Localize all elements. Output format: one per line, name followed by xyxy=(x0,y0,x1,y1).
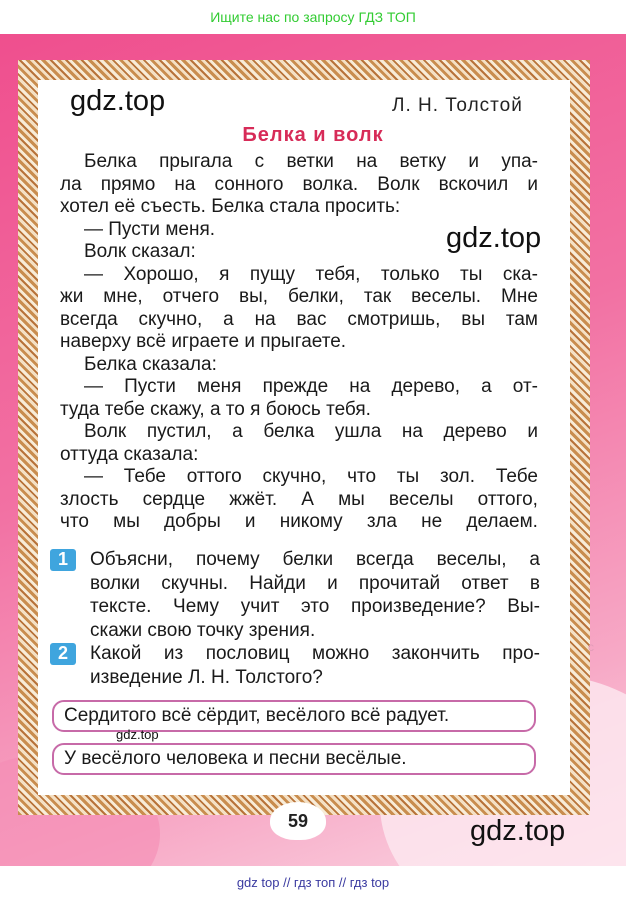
word: А xyxy=(301,488,314,510)
text-line xyxy=(60,174,538,197)
text-line xyxy=(90,595,540,619)
word: почему xyxy=(195,549,260,570)
page-number: 59 xyxy=(270,802,326,840)
word: закончить xyxy=(391,643,480,664)
word: а xyxy=(232,421,243,442)
word: я xyxy=(219,263,230,285)
task-1 xyxy=(50,548,540,642)
task-number-badge: 2 xyxy=(50,643,76,665)
word: никому xyxy=(279,511,343,532)
word: тебя, xyxy=(315,263,361,285)
word: ответ xyxy=(461,572,509,594)
word: ска- xyxy=(502,263,538,285)
task-text xyxy=(50,642,540,689)
word: вскочил xyxy=(438,173,509,195)
word: дерево, xyxy=(391,376,460,397)
word: делаем. xyxy=(466,511,538,532)
word: с xyxy=(254,151,265,172)
word: это xyxy=(301,596,330,617)
word: Какой xyxy=(90,643,142,664)
word: и xyxy=(527,421,538,442)
watermark: gdz.top xyxy=(470,815,566,847)
word: пустил, xyxy=(146,421,212,442)
word: белки, xyxy=(287,286,344,307)
text-line: Белка сказала: xyxy=(84,353,217,375)
word: — xyxy=(84,376,103,397)
text-line xyxy=(90,548,540,572)
word: жи xyxy=(60,286,84,307)
watermark: gdz.top xyxy=(446,222,542,254)
text-line xyxy=(60,421,538,444)
text-line: наверху всё играете и прыгаете. xyxy=(60,331,347,352)
word: мы xyxy=(113,511,140,532)
word: меня xyxy=(197,376,242,397)
word: упа- xyxy=(501,151,538,172)
word: и xyxy=(468,151,480,172)
word: что xyxy=(60,511,89,532)
text-line xyxy=(90,642,540,666)
word: тексте. xyxy=(90,596,152,617)
text-line: Волк сказал: xyxy=(84,241,196,262)
word: Волк xyxy=(84,421,127,442)
word: дерево xyxy=(443,421,507,442)
word: — xyxy=(84,263,103,285)
word: добры xyxy=(164,511,221,532)
word: оттого xyxy=(186,466,242,487)
word: учит xyxy=(240,596,280,617)
word: и xyxy=(244,511,256,532)
word: мне, xyxy=(103,286,143,307)
word: ветки xyxy=(286,151,334,172)
text-line: туда тебе скажу, а то я боюсь тебя. xyxy=(60,398,371,420)
side-mark: с xyxy=(588,640,594,654)
task-2 xyxy=(50,642,540,689)
text-line xyxy=(60,309,538,332)
word: — xyxy=(84,466,103,487)
text-line: — Пусти меня. xyxy=(84,218,216,240)
text-line: скажи свою точку зрения. xyxy=(90,619,316,641)
word: ушла xyxy=(334,421,382,442)
word: можно xyxy=(312,643,370,664)
word: пословиц xyxy=(205,643,290,664)
word: на xyxy=(254,308,276,330)
word: веселы. xyxy=(411,286,482,307)
word: Пусти xyxy=(124,376,176,397)
watermark: gdz.top xyxy=(70,85,166,117)
word: и xyxy=(327,572,338,594)
word: Хорошо, xyxy=(123,263,199,285)
word: скучно, xyxy=(262,466,327,487)
word: зол. xyxy=(440,466,476,487)
word: Волк xyxy=(377,173,420,195)
word: ты xyxy=(460,263,483,285)
word: только xyxy=(380,263,440,285)
task-text xyxy=(50,548,540,642)
word: прежде xyxy=(262,376,329,397)
word: сердце xyxy=(142,488,206,510)
word: жжёт. xyxy=(229,488,278,510)
word: вы xyxy=(461,308,485,330)
word: сонного xyxy=(214,173,284,195)
word: на xyxy=(356,151,378,172)
word: на xyxy=(174,173,196,195)
bottom-banner[interactable]: gdz top // гдз топ // гдз top xyxy=(236,875,390,890)
text-line xyxy=(60,286,538,309)
proverb-option-1: Сердитого всё сёрдит, весёлого всё радует. xyxy=(52,700,536,732)
word: оттого, xyxy=(477,488,538,510)
word: зла xyxy=(366,511,397,532)
word: веселы, xyxy=(436,549,507,570)
word: про- xyxy=(502,643,540,664)
text-line xyxy=(60,151,538,174)
word: прыгала xyxy=(159,151,233,172)
text-line xyxy=(60,511,538,534)
word: Чему xyxy=(173,596,220,617)
word: мы xyxy=(338,488,365,510)
text-line xyxy=(90,572,540,596)
text-line: хотел её съесть. Белка стала просить: xyxy=(60,196,401,217)
word: ла xyxy=(60,173,82,195)
word: Мне xyxy=(501,286,538,307)
word: вы, xyxy=(239,286,269,307)
word: Белка xyxy=(84,151,137,172)
story-title: Белка и волк xyxy=(242,124,384,146)
word: волка. xyxy=(302,173,359,195)
proverb-option-2: У весёлого человека и песни весёлые. xyxy=(52,743,536,775)
word: не xyxy=(421,511,443,532)
word: от- xyxy=(512,376,538,397)
word: там xyxy=(505,308,538,330)
word: всегда xyxy=(60,308,118,330)
text-line xyxy=(60,466,538,489)
word: скучны. xyxy=(161,572,229,594)
word: и xyxy=(527,173,538,195)
word: прочитай xyxy=(358,572,441,594)
text-line: изведение Л. Н. Толстого? xyxy=(90,666,323,688)
word: а xyxy=(223,308,234,330)
word: а xyxy=(481,376,492,397)
word: отчего xyxy=(162,286,220,307)
word: злость xyxy=(60,488,119,510)
word: смотришь, xyxy=(347,308,441,330)
text-line xyxy=(60,376,538,399)
author: Л. Н. Толстой xyxy=(392,95,523,116)
word: Объясни, xyxy=(90,549,174,570)
word: произведение? xyxy=(351,596,486,617)
word: прямо xyxy=(100,173,156,195)
word: всегда xyxy=(356,549,414,570)
word: так xyxy=(363,286,392,307)
word: скучно, xyxy=(138,308,203,330)
text-line xyxy=(60,489,538,512)
word: в xyxy=(529,572,540,594)
word: на xyxy=(401,421,423,442)
word: Тебе xyxy=(495,466,538,487)
word: на xyxy=(349,376,371,397)
word: белки xyxy=(282,549,334,570)
word: ты xyxy=(396,466,420,487)
word: вас xyxy=(296,308,327,330)
word: пущу xyxy=(249,263,296,285)
text-line: оттуда сказала: xyxy=(60,443,199,465)
task-number-badge: 1 xyxy=(50,549,76,571)
story-text xyxy=(60,151,538,534)
word: веселы xyxy=(388,488,454,510)
word: что xyxy=(347,466,377,487)
word: ветку xyxy=(399,151,447,172)
word: из xyxy=(163,643,184,664)
word: Тебе xyxy=(123,466,166,487)
word: Вы- xyxy=(507,596,540,617)
word: белка xyxy=(263,421,315,442)
watermark: gdz.top xyxy=(116,727,159,742)
text-line xyxy=(60,264,538,287)
word: а xyxy=(529,549,540,570)
top-banner[interactable]: Ищите нас по запросу ГДЗ ТОП xyxy=(210,9,416,25)
word: волки xyxy=(90,572,141,594)
word: Найди xyxy=(249,572,306,594)
